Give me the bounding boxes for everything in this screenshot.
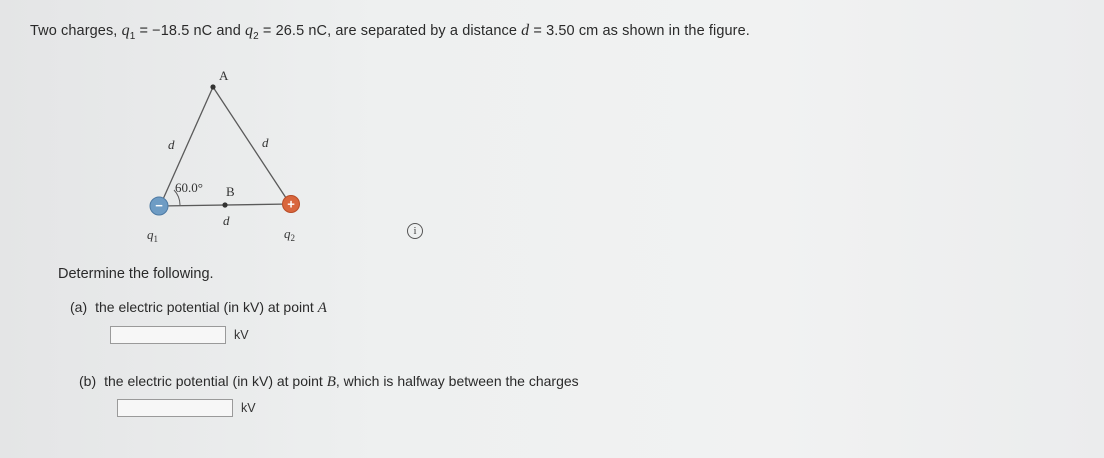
q1-label: $q_1$ bbox=[147, 227, 158, 244]
q1-subscript: 1 bbox=[129, 30, 136, 42]
plus-icon: + bbox=[287, 196, 295, 212]
q2-value: = 26.5 nC, are separated by a distance bbox=[258, 23, 522, 39]
part-b-unit: kV bbox=[241, 401, 256, 415]
q1-symbol: q bbox=[121, 22, 130, 39]
triangle-diagram bbox=[138, 58, 338, 248]
side-right-line bbox=[213, 87, 290, 204]
q2-charge bbox=[283, 196, 300, 213]
point-a-label: A bbox=[219, 68, 229, 83]
q2-label: $q_2$ bbox=[284, 226, 295, 243]
part-b-answer-row bbox=[117, 399, 256, 417]
info-icon[interactable]: i bbox=[407, 223, 423, 239]
distance-symbol: d bbox=[521, 22, 530, 39]
minus-icon: − bbox=[155, 198, 163, 213]
part-a-point: A bbox=[317, 300, 327, 316]
q1-value: = −18.5 nC and bbox=[135, 23, 245, 39]
side-right-label: d bbox=[262, 135, 269, 150]
point-b-dot bbox=[222, 202, 227, 207]
part-a-answer-row bbox=[110, 326, 249, 344]
angle-label: 60.0° bbox=[175, 180, 203, 195]
part-a-label: (a) bbox=[70, 299, 88, 315]
part-b-answer-input[interactable] bbox=[117, 399, 233, 417]
point-a-dot bbox=[210, 84, 215, 89]
part-b-label: (b) bbox=[79, 373, 97, 389]
q2-subscript: 2 bbox=[253, 30, 259, 42]
question-text bbox=[30, 22, 750, 42]
side-left-label: d bbox=[168, 137, 175, 152]
q1-charge bbox=[150, 197, 168, 215]
part-b-text: the electric potential (in kV) at point bbox=[104, 373, 327, 389]
part-b-prompt bbox=[79, 373, 579, 391]
part-a-unit: kV bbox=[234, 328, 249, 342]
distance-value: = 3.50 cm as shown in the figure. bbox=[529, 23, 750, 39]
determine-heading: Determine the following. bbox=[58, 266, 214, 282]
part-a-prompt bbox=[70, 299, 327, 317]
part-b-point: B bbox=[326, 374, 336, 390]
q2-symbol: q bbox=[245, 22, 254, 39]
question-prefix: Two charges, bbox=[30, 23, 122, 39]
point-b-label: B bbox=[226, 184, 235, 199]
part-b-text-after: , which is halfway between the charges bbox=[335, 373, 579, 389]
charge-triangle-figure bbox=[138, 58, 338, 248]
part-a-text: the electric potential (in kV) at point bbox=[95, 299, 318, 315]
side-bottom-label: d bbox=[223, 213, 230, 228]
part-a-answer-input[interactable] bbox=[110, 326, 226, 344]
